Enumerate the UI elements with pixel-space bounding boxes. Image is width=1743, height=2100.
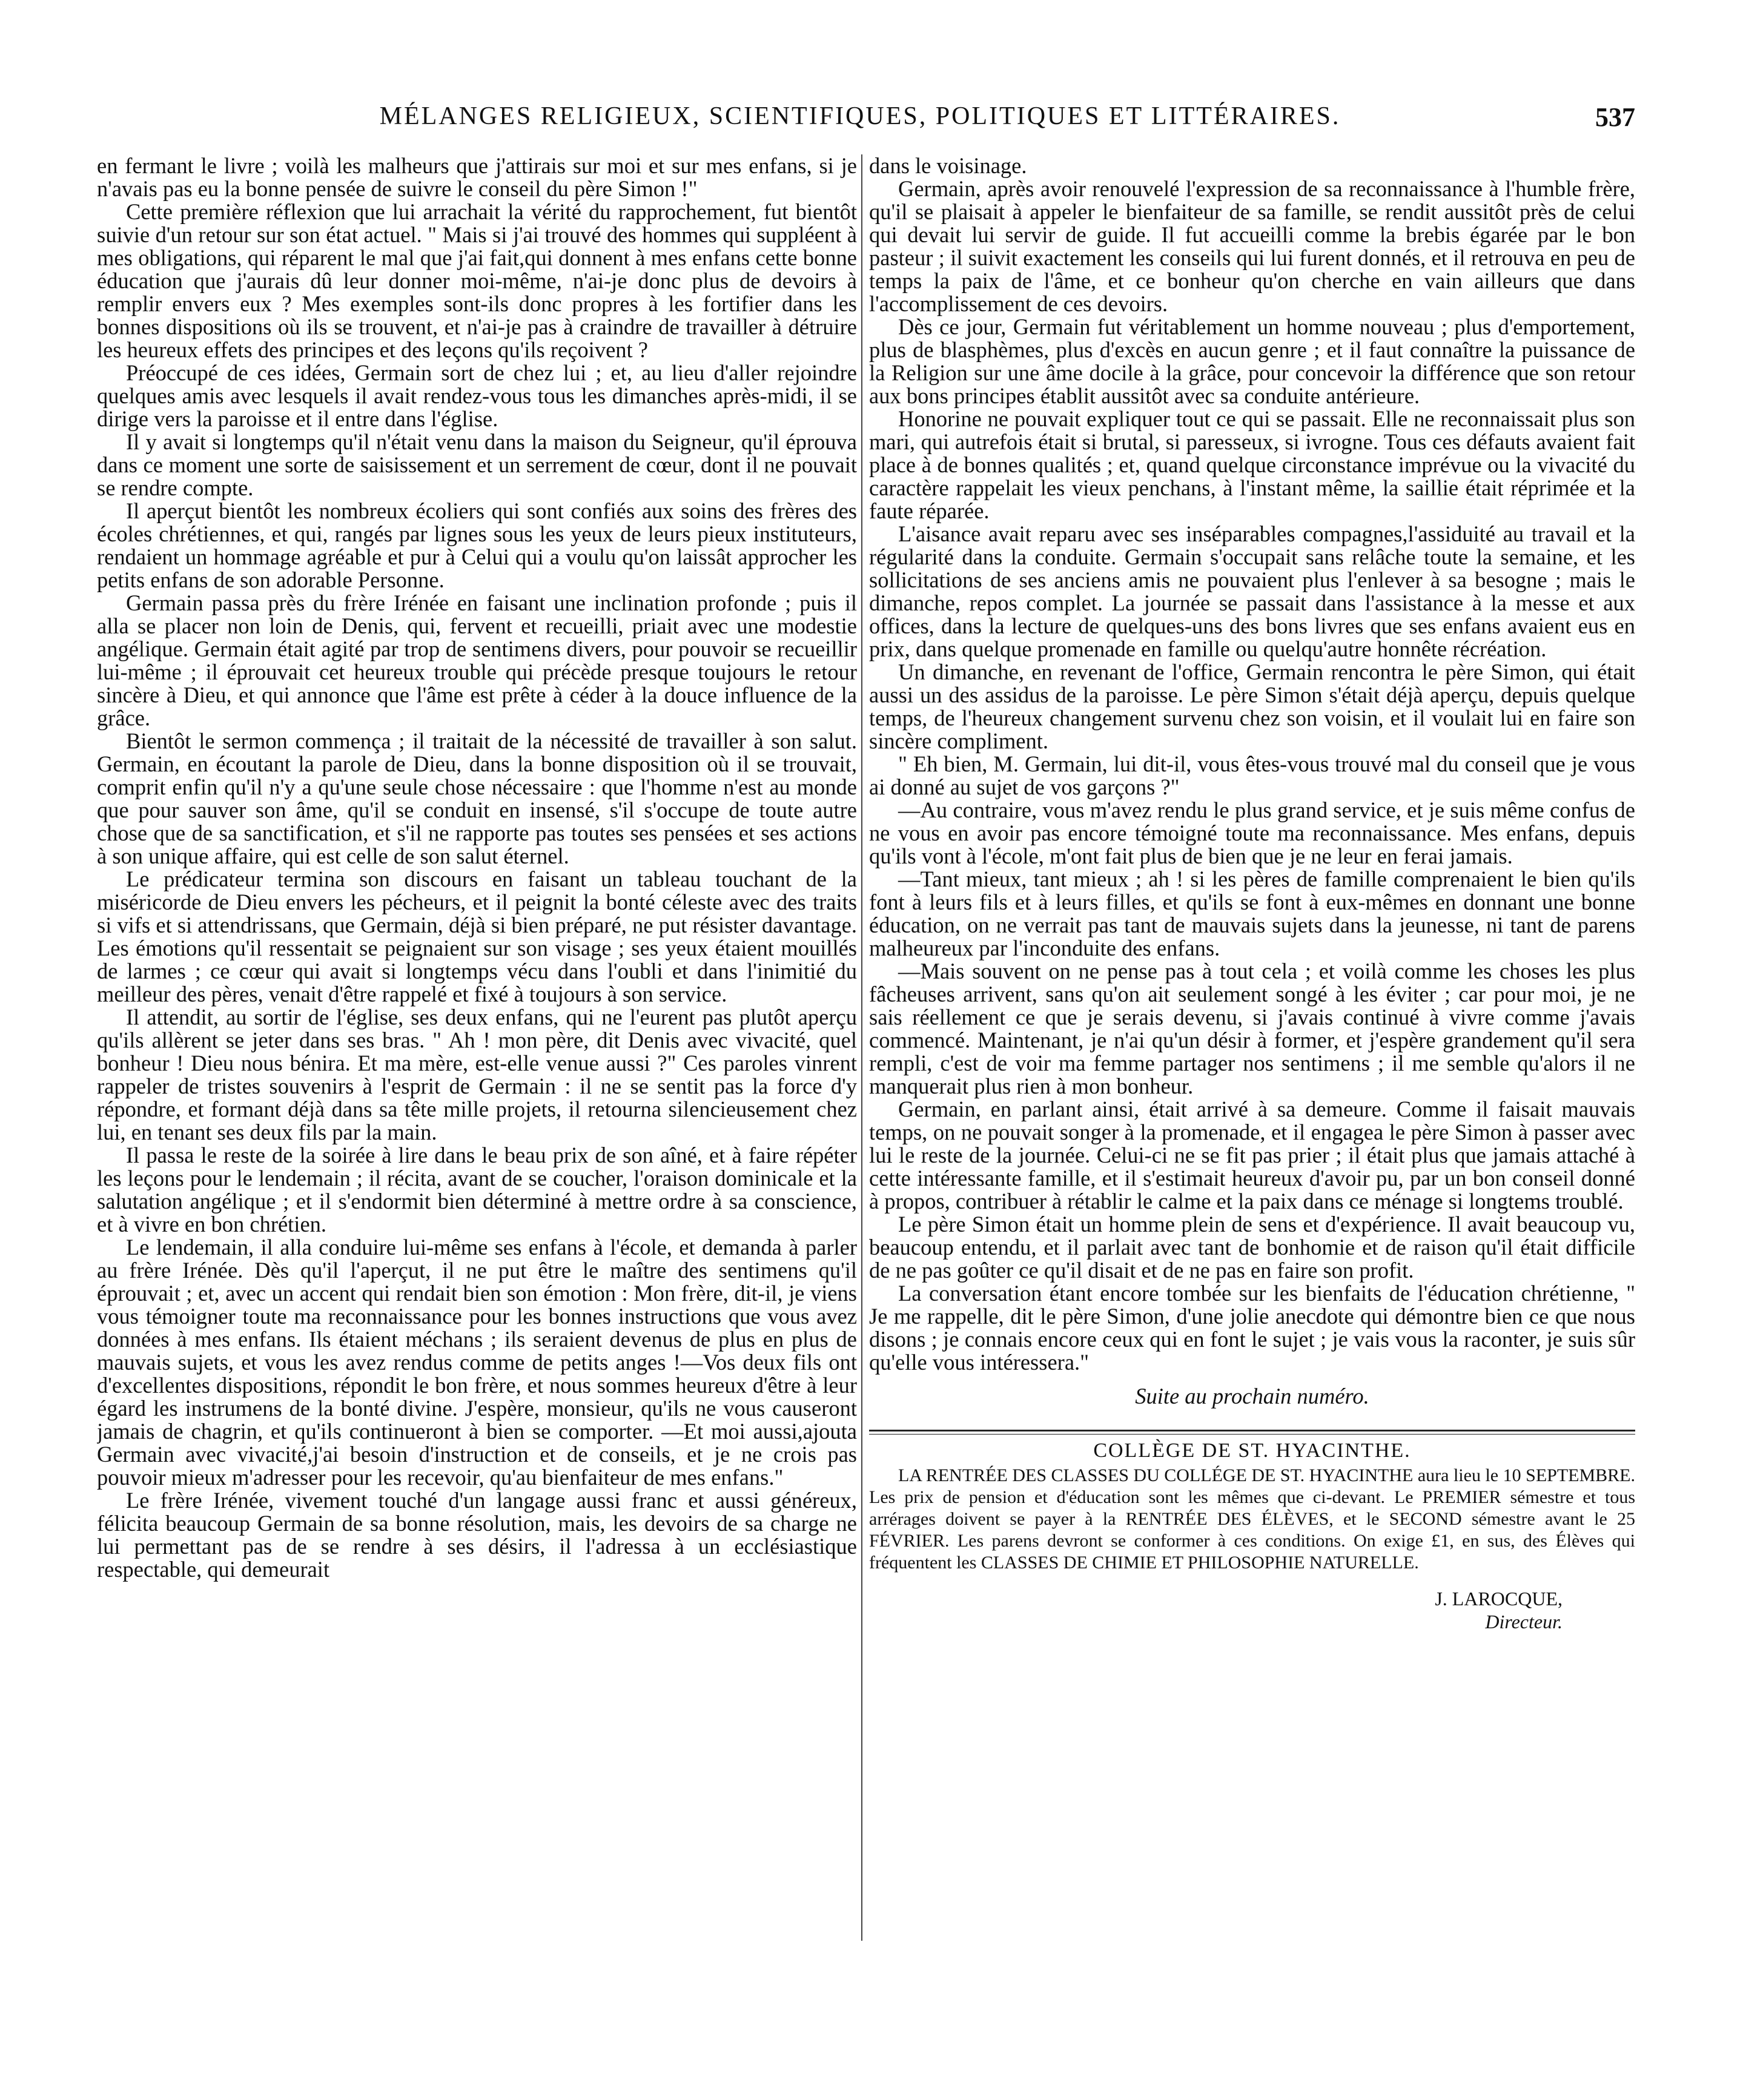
paragraph: dans le voisinage. [869,154,1027,178]
paragraph: Le père Simon était un homme plein de sens et d'expérience. Il avait beaucoup vu, beaucoup entendu, et il parlait avec tant de bonhomie et de raison qu'il était difficile de ne pas goûter ce qu'il disait et de ne pas en faire son profit. [869,1212,1635,1283]
left-column [97,154,857,2080]
page-number: 537 [1595,102,1635,132]
notice-title: COLLÈGE DE ST. HYACINTHE. [1093,1439,1411,1462]
paragraph: Cette première réflexion que lui arrachait la vérité du rapprochement, fut bientôt suivie d'un retour sur son état actuel. " Mais si j'ai trouvé des hommes qui suppléent à mes obligations, qui réparent le mal que j'ai fait,qui donnent à mes enfans cette bonne éducation que j'aurais dû leur donner moi-même, n'ai-je donc plus de devoirs à remplir envers eux ? Mes exemples sont-ils donc propres à les fortifier dans les bonnes dispositions où ils se trouvent, et n'ai-je pas à craindre de travailler à détruire les heureux effets des principes et des leçons qu'ils reçoivent ? [97,199,857,362]
paragraph: Il attendit, au sortir de l'église, ses deux enfans, qui ne l'eurent pas plutôt aperçu qu'ils allèrent se jeter dans ses bras. " Ah ! mon père, dit Denis avec vivacité, quel bonheur ! Dieu nous bénira. Et ma mère, est-elle venue aussi ?" Ces paroles vinrent rappeler de tristes souvenirs à l'esprit de Germain : il ne se sentit pas la force d'y répondre, et formant déjà dans sa tête mille projets, il retourna silencieusement chez lui, en tenant ses deux fils par la main. [97,1005,857,1144]
paragraph: Il aperçut bientôt les nombreux écoliers qui sont confiés aux soins des frères des écoles chrétiennes, et qui, rangés par lignes sous les yeux de leurs pieux instituteurs, rendaient un hommage agréable et pur à Celui qui a voulu qu'on laissât approcher les petits enfans de son adorable Personne. [97,498,857,592]
notice-body: LA RENTRÉE DES CLASSES DU COLLÉGE DE ST. HYACINTHE aura lieu le 10 SEPTEMBRE. Les prix de pension et d'éducation sont les mêmes que ci-devant. Le PREMIER sémestre et tous arrérages doivent se payer à la RENTRÉE DES ÉLÈVES, et le SECOND sémestre avant le 25 FÉVRIER. Les parens devront se conformer à ces conditions. On exige £1, en sus, des Élèves qui fréquentent les CLASSES DE CHIMIE ET PHILOSOPHIE NATURELLE. [869,1465,1635,1573]
paragraph: " Eh bien, M. Germain, lui dit-il, vous êtes-vous trouvé mal du conseil que je vous ai donné au sujet de vos garçons ?" [869,751,1635,799]
paragraph: Le lendemain, il alla conduire lui-même ses enfans à l'école, et demanda à parler au frère Irénée. Dès qu'il l'aperçut, il ne put être le maître des sentimens qu'il éprouvait ; et, avec un accent qui rendait bien son émotion : Mon frère, dit-il, je viens vous témoigner toute ma reconnaissance pour les bonnes instructions que vous avez données à mes enfans. Ils étaient méchans ; ils seraient devenus de plus en plus de mauvais sujets, et vous les avez rendus comme de petits anges !—Vos deux fils ont d'excellentes dispositions, répondit le bon frère, et nous sommes heureux d'être à leur égard les instrumens de la bonté divine. J'espère, monsieur, qu'ils ne vous causeront jamais de chagrin, et qu'ils continueront à bien se comporter. —Et moi aussi,ajouta Germain avec vivacité,j'ai besoin d'instruction et de conseils, et je ne crois pas pouvoir mieux m'adresser pour les recevoir, qu'au bienfaiteur de mes enfans." [97,1235,857,1490]
paragraph: en fermant le livre ; voilà les malheurs que j'attirais sur moi et sur mes enfans, si je n'avais pas eu la bonne pensée de suivre le conseil du père Simon !" [97,154,857,201]
paragraph: Un dimanche, en revenant de l'office, Germain rencontra le père Simon, qui était aussi un des assidus de la paroisse. Le père Simon s'était déjà aperçu, depuis quelque temps, de l'heureux changement survenu chez son voisin, et il voulait lui en faire son sincère compliment. [869,659,1635,753]
paragraph: Dès ce jour, Germain fut véritablement un homme nouveau ; plus d'emportement, plus de blasphèmes, plus d'excès en aucun genre ; et il faut connaître la puissance de la Religion sur une âme docile à la grâce, pour concevoir la différence que son retour aux bons principes établit aussitôt avec sa conduite antérieure. [869,314,1635,408]
notice-separator [869,1430,1635,1435]
page-header [85,102,1635,144]
signature-role: Directeur. [1485,1611,1563,1633]
to-be-continued: Suite au prochain numéro. [1135,1384,1369,1408]
paragraph: —Au contraire, vous m'avez rendu le plus grand service, et je suis même confus de ne vous en avoir pas encore témoigné toute ma reconnaissance. Mes enfans, depuis qu'ils vont à l'école, m'ont fait plus de bien que je ne leur en ferai jamais. [869,797,1635,868]
paragraph: Il passa le reste de la soirée à lire dans le beau prix de son aîné, et à faire répéter les leçons pour le lendemain ; il récita, avant de se coucher, l'oraison dominicale et la salutation angélique ; et il s'endormit bien déterminé à mettre ordre à sa conscience, et à vivre en bon chrétien. [97,1143,857,1237]
paragraph: Il y avait si longtemps qu'il n'était venu dans la maison du Seigneur, qu'il éprouva dans ce moment une sorte de saisissement et un serrement de cœur, dont il ne pouvait se rendre compte. [97,429,857,500]
college-notice [869,1439,1635,1633]
paragraph: Bientôt le sermon commença ; il traitait de la nécessité de travailler à son salut. Germain, en écoutant la parole de Dieu, dans la bonne disposition où il se trouvait, comprit enfin qu'il n'y a qu'une seule chose nécessaire : que l'homme n'est au monde que pour sauver son âme, qu'il se conduit en insensé, s'il s'occupe de toute autre chose que de sa sanctification, et s'il ne rapporte pas toutes ses pensées et ses actions à son unique affaire, qui est celle de son salut éternel. [97,728,857,868]
paragraph: La conversation étant encore tombée sur les bienfaits de l'éducation chrétienne, " Je me rappelle, dit le père Simon, d'une jolie anecdote qui démontre bien ce que nous disons ; je connais encore ceux qui en font le sujet ; je vais vous la raconter, je suis sûr qu'elle vous intéressera." [869,1281,1635,1375]
column-divider [861,154,862,1941]
paragraph: Préoccupé de ces idées, Germain sort de chez lui ; et, au lieu d'aller rejoindre quelques amis avec lesquels il avait rendez-vous tous les dimanches après-midi, il se dirige vers la paroisse et il entre dans l'église. [97,360,857,431]
paragraph: Le prédicateur termina son discours en faisant un tableau touchant de la miséricorde de Dieu envers les pécheurs, et il peignit la bonté céleste avec des traits si vifs et si attendrissans, que Germain, déjà si bien préparé, ne put résister davantage. Les émotions qu'il ressentait se peignaient sur son visage ; ses yeux étaient mouillés de larmes ; ce cœur qui avait si longtemps vécu dans l'oubli et dans l'inimitié du meilleur des pères, venait d'être rappelé et fixé à toujours à son service. [97,867,857,1006]
paragraph: Le frère Irénée, vivement touché d'un langage aussi franc et aussi généreux, félicita beaucoup Germain de sa bonne résolution, mais, les devoirs de sa charge ne lui permettant pas de se rendre à ses désirs, il l'adressa à un ecclésiastique respectable, qui demeurait [97,1488,857,1582]
paragraph: —Mais souvent on ne pense pas à tout cela ; et voilà comme les choses les plus fâcheuses arrivent, sans qu'on ait seulement songé à les éviter ; car pour moi, je ne sais réellement ce que je serais devenu, si j'avais continué à vivre comme j'avais commencé. Maintenant, je n'ai qu'un désir à former, et j'espère grandement qu'il sera rempli, c'est de voir ma femme partager nos sentimens ; il me semble qu'alors il ne manquerait plus rien à mon bonheur. [869,959,1635,1098]
notice-signature [869,1587,1635,1633]
paragraph: —Tant mieux, tant mieux ; ah ! si les pères de famille comprenaient le bien qu'ils font à leurs fils et à leurs filles, et qu'ils se font à eux-mêmes en donnant une bonne éducation, on ne verrait pas tant de mauvais sujets dans la jeunesse, ni tant de parens malheureux par l'inconduite des enfans. [869,867,1635,960]
paragraph: L'aisance avait reparu avec ses inséparables compagnes,l'assiduité au travail et la régularité dans la conduite. Germain s'occupait sans relâche toute la semaine, et les sollicitations de ses anciens amis ne pouvaient plus l'enlever à sa besogne ; mais le dimanche, repos complet. La journée se passait dans l'assistance à la messe et aux offices, dans la lecture de quelques-uns des bons livres que ses enfans avaient eus en prix, dans quelque promenade en famille ou quelqu'autre honnête récréation. [869,521,1635,661]
paragraph: Honorine ne pouvait expliquer tout ce qui se passait. Elle ne reconnaissait plus son mari, qui autrefois était si brutal, si paresseux, si ivrogne. Tous ces défauts avaient fait place à de bonnes qualités ; et, quand quelque circonstance imprévue ou la vivacité du caractère rappelait les vieux penchans, à l'instant même, la saillie était réprimée et la faute réparée. [869,406,1635,523]
right-column [869,154,1635,2080]
paragraph: Germain, en parlant ainsi, était arrivé à sa demeure. Comme il faisait mauvais temps, on ne pouvait songer à la promenade, et il engagea le père Simon à passer avec lui le reste de la journée. Celui-ci ne se fit pas prier ; il était plus que jamais attaché à cette intéressante famille, et il s'estimait heureux d'avoir pu, par un bon conseil donné à propos, contribuer à rétablir le calme et la paix dans ce ménage si longtems troublé. [869,1097,1635,1213]
running-title: MÉLANGES RELIGIEUX, SCIENTIFIQUES, POLITIQUES ET LITTÉRAIRES. [379,102,1341,130]
paragraph: Germain, après avoir renouvelé l'expression de sa reconnaissance à l'humble frère, qu'il se plaisait à appeler le bienfaiteur de sa famille, se rendit aussitôt près de celui qui devait lui servir de guide. Il fut accueilli comme la brebis égarée par le bon pasteur ; il suivit exactement les conseils qui lui furent donnés, et il retrouva en peu de temps la paix de l'âme, et ce bonheur qu'on cherche en vain ailleurs que dans l'accomplissement de ces devoirs. [869,176,1635,316]
paragraph: Germain passa près du frère Irénée en faisant une inclination profonde ; puis il alla se placer non loin de Denis, qui, fervent et recueilli, priait avec une modestie angélique. Germain était agité par trop de sentimens divers, pour pouvoir se recueillir lui-même ; il éprouvait cet heureux trouble qui précède presque toujours le retour sincère à Dieu, et qui annonce que l'âme est prête à céder à la douce influence de la grâce. [97,590,857,730]
signature-name: J. LAROCQUE, [1435,1588,1563,1610]
